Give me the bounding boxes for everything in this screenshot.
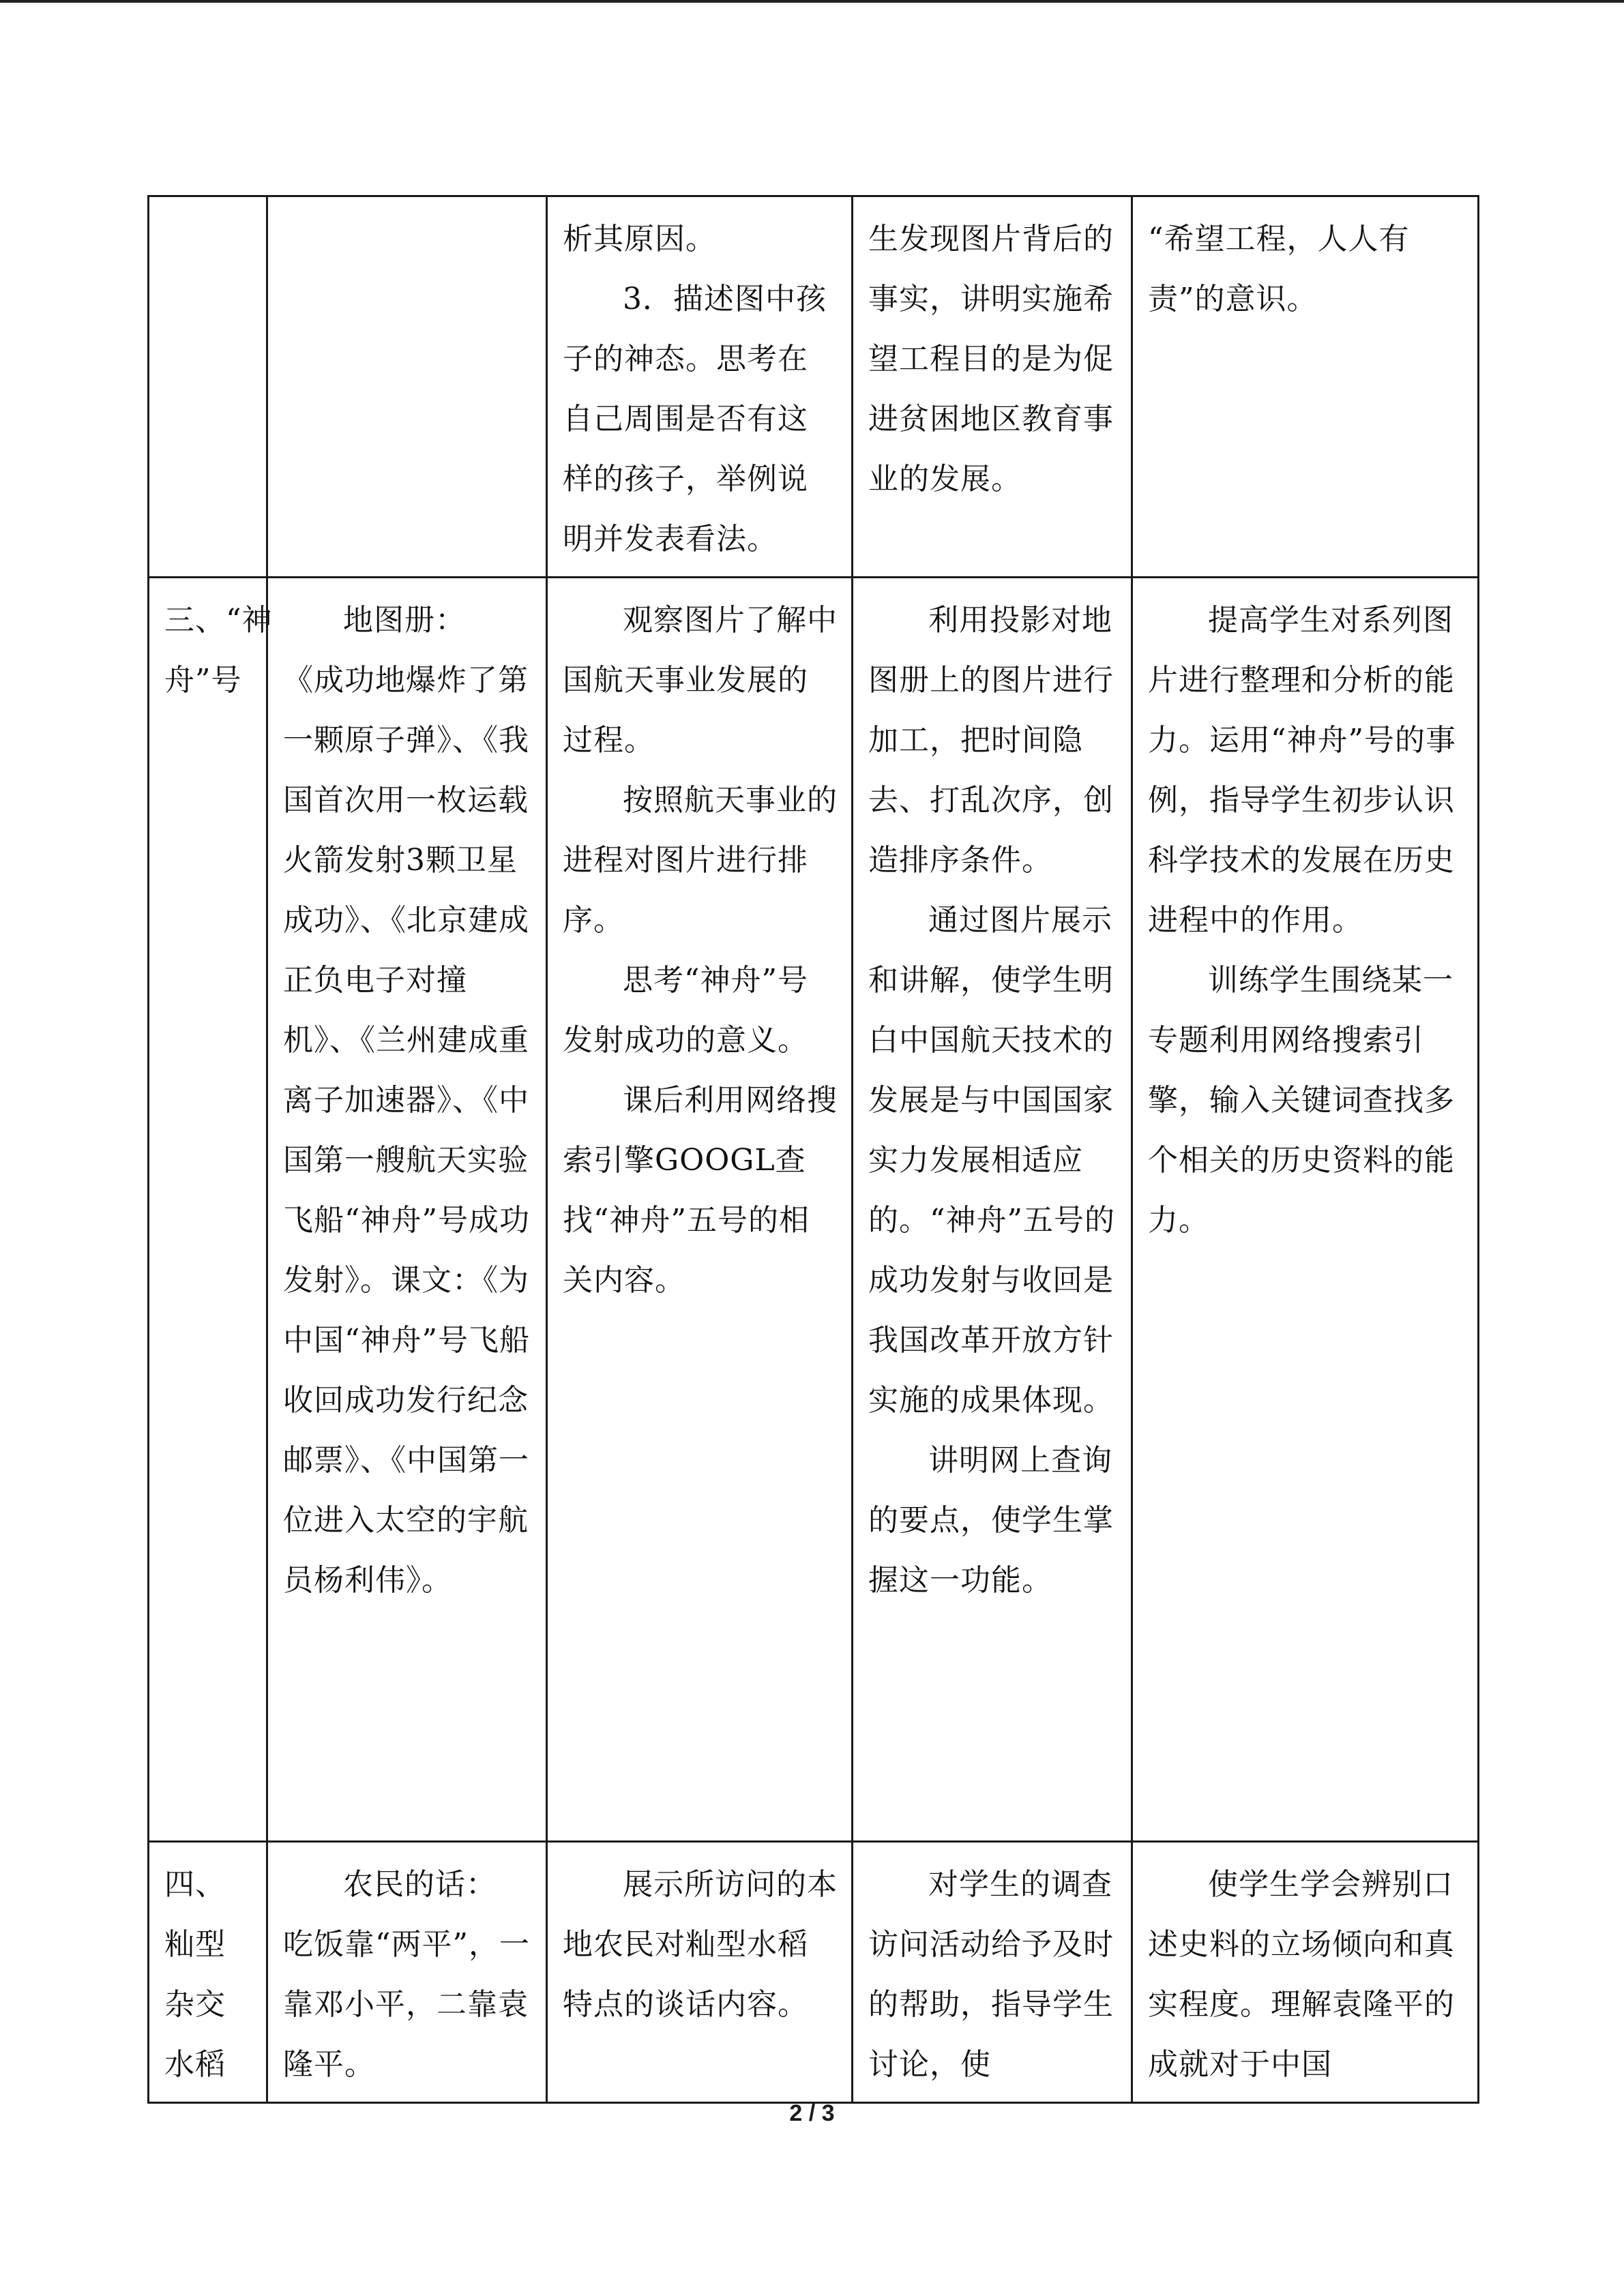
cell-section <box>149 1842 267 2103</box>
table-row <box>149 1842 1479 2103</box>
cell-teacher-guidance <box>853 1842 1132 2103</box>
cell-paragraph: 3．描述图中孩子的神态。思考在自己周围是否有这样的孩子，举例说明并发表看法。 <box>563 282 827 556</box>
cell-paragraph: 生发现图片背后的事实，讲明实施希望工程目的是为促进贫困地区教育事业的发展。 <box>868 222 1114 496</box>
cell-teacher-guidance <box>853 196 1132 578</box>
cell-paragraph: 展示所访问的本地农民对籼型水稻特点的谈话内容。 <box>563 1867 838 2022</box>
cell-paragraph: 提高学生对系列图片进行整理和分析的能力。运用“神舟”号的事例，指导学生初步认识科学技术的发展在历史进程中的作用。 <box>1148 603 1456 938</box>
lesson-plan-table <box>147 195 1479 2104</box>
cell-student-activity <box>547 196 853 578</box>
cell-objectives <box>1132 196 1479 578</box>
cell-paragraph: 析其原因。 <box>563 222 716 256</box>
cell-paragraph: 对学生的调查访问活动给予及时的帮助，指导学生讨论，使 <box>868 1867 1114 2082</box>
cell-paragraph: 地图册： <box>343 603 466 638</box>
cell-paragraph: 三、“神舟”号 <box>164 603 273 698</box>
cell-materials <box>267 1842 547 2103</box>
cell-objectives <box>1132 578 1479 1842</box>
cell-paragraph: 按照航天事业的进程对图片进行排序。 <box>563 783 838 938</box>
cell-materials <box>267 578 547 1842</box>
cell-paragraph: 农民的话： <box>343 1867 497 1902</box>
cell-paragraph: “希望工程，人人有责”的意识。 <box>1148 222 1410 316</box>
cell-paragraph: 通过图片展示和讲解，使学生明白中国航天技术的发展是与中国国家实力发展相适应的。“神舟”五号的成功发射与收回是我国改革开放方针实施的成果体现。 <box>868 903 1115 1418</box>
cell-section <box>149 196 267 578</box>
cell-paragraph: 讲明网上查询的要点，使学生掌握这一功能。 <box>868 1443 1114 1598</box>
table-row <box>149 196 1479 578</box>
table-row <box>149 578 1479 1842</box>
cell-teacher-guidance <box>853 578 1132 1842</box>
cell-paragraph: 观察图片了解中国航天事业发展的过程。 <box>563 603 838 758</box>
cell-objectives <box>1132 1842 1479 2103</box>
cell-student-activity <box>547 578 853 1842</box>
cell-paragraph: 吃饭靠“两平”，一靠邓小平，二靠袁隆平。 <box>283 1927 530 2082</box>
cell-paragraph: 使学生学会辨别口述史料的立场倾向和真实程度。理解袁隆平的成就对于中国 <box>1148 1867 1455 2082</box>
cell-paragraph: 思考“神舟”号发射成功的意义。 <box>563 963 808 1058</box>
cell-materials <box>267 196 547 578</box>
cell-paragraph: 《成功地爆炸了第一颗原子弹》、《我国首次用一枚运载火箭发射3颗卫星成功》、《北京建成正负电子对撞机》、《兰州建成重离子加速器》、《中国第一艘航天实验飞船“神舟”号成功发射》。课文：《为中国“神舟”号飞船收回成功发行纪念邮票》、《中国第一位进入太空的宇航员杨利伟》。 <box>283 663 530 1598</box>
cell-paragraph: 四、籼型杂交水稻 <box>164 1867 226 2082</box>
cell-paragraph: 利用投影对地图册上的图片进行加工，把时间隐去、打乱次序，创造排序条件。 <box>868 603 1114 878</box>
cell-paragraph: 课后利用网络搜索引擎GOOGL查找“神舟”五号的相关内容。 <box>563 1083 838 1298</box>
cell-student-activity <box>547 1842 853 2103</box>
page-number: 2 / 3 <box>789 2100 835 2126</box>
top-border-line <box>0 0 1624 3</box>
cell-paragraph: 训练学生围绕某一专题利用网络搜索引擎，输入关键词查找多个相关的历史资料的能力。 <box>1148 963 1455 1238</box>
cell-section <box>149 578 273 1842</box>
